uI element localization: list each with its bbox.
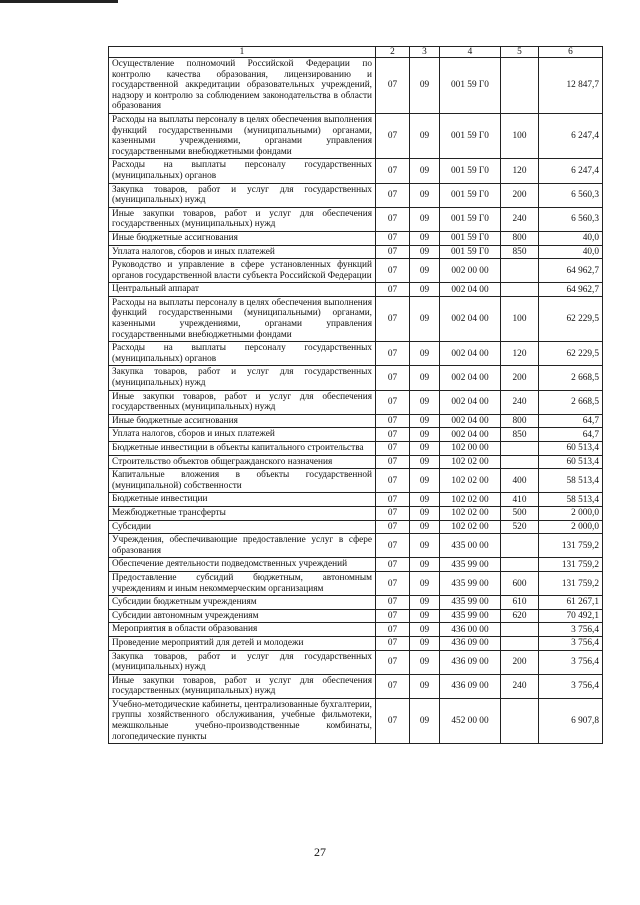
- table-row: [109, 428, 603, 442]
- row-subsection: 09: [410, 506, 440, 520]
- row-target-article: 001 59 Г0: [440, 231, 501, 245]
- row-subsection: 09: [410, 623, 440, 637]
- row-name: Мероприятия в области образования: [109, 623, 376, 637]
- row-target-article: 002 04 00: [440, 283, 501, 297]
- row-amount: 62 229,5: [539, 342, 603, 366]
- header-col-2: 2: [376, 47, 410, 58]
- row-section: 07: [376, 442, 410, 456]
- row-target-article: 002 04 00: [440, 428, 501, 442]
- row-name: Расходы на выплаты персоналу в целях обеспечения выполнения функций государственными (муниципальными) органами, казенными учреждениями, органами управления государственными внебюджетными фондами: [109, 296, 376, 341]
- row-subsection: 09: [410, 113, 440, 158]
- row-target-article: 002 04 00: [440, 342, 501, 366]
- row-name: Расходы на выплаты персоналу в целях обеспечения выполнения функций государственными (муниципальными) органами, казенными учреждениями, органами управления государственными внебюджетными фондами: [109, 113, 376, 158]
- row-subsection: 09: [410, 493, 440, 507]
- row-name: Закупка товаров, работ и услуг для государственных (муниципальных) нужд: [109, 650, 376, 674]
- table-row: [109, 390, 603, 414]
- row-target-article: 001 59 Г0: [440, 113, 501, 158]
- row-amount: 2 668,5: [539, 390, 603, 414]
- header-col-3: 3: [410, 47, 440, 58]
- row-section: 07: [376, 636, 410, 650]
- row-expense-type: 120: [501, 159, 539, 183]
- table-row: [109, 414, 603, 428]
- row-expense-type: 610: [501, 596, 539, 610]
- row-section: 07: [376, 113, 410, 158]
- row-subsection: 09: [410, 571, 440, 595]
- row-subsection: 09: [410, 366, 440, 390]
- table-row: [109, 520, 603, 534]
- row-target-article: 435 99 00: [440, 571, 501, 595]
- row-expense-type: 410: [501, 493, 539, 507]
- budget-table: [108, 46, 603, 744]
- row-expense-type: 200: [501, 650, 539, 674]
- table-row: [109, 259, 603, 283]
- row-target-article: 001 59 Г0: [440, 207, 501, 231]
- row-expense-type: 850: [501, 245, 539, 259]
- row-section: 07: [376, 571, 410, 595]
- row-subsection: 09: [410, 650, 440, 674]
- row-amount: 64 962,7: [539, 283, 603, 297]
- table-row: [109, 296, 603, 341]
- row-expense-type: 240: [501, 207, 539, 231]
- row-subsection: 09: [410, 558, 440, 572]
- row-expense-type: 620: [501, 609, 539, 623]
- row-target-article: 102 02 00: [440, 493, 501, 507]
- row-amount: 62 229,5: [539, 296, 603, 341]
- top-rule: [0, 0, 118, 3]
- row-name: Иные закупки товаров, работ и услуг для обеспечения государственных (муниципальных) нужд: [109, 207, 376, 231]
- row-subsection: 09: [410, 698, 440, 743]
- table-row: [109, 113, 603, 158]
- row-expense-type: 600: [501, 571, 539, 595]
- row-section: 07: [376, 366, 410, 390]
- row-expense-type: [501, 259, 539, 283]
- row-target-article: 435 00 00: [440, 534, 501, 558]
- table-row: [109, 636, 603, 650]
- row-amount: 3 756,4: [539, 623, 603, 637]
- row-name: Руководство и управление в сфере установленных функций органов государственной власти субъекта Российской Федерации: [109, 259, 376, 283]
- row-expense-type: 100: [501, 296, 539, 341]
- row-name: Уплата налогов, сборов и иных платежей: [109, 245, 376, 259]
- row-amount: 6 907,8: [539, 698, 603, 743]
- row-target-article: 102 02 00: [440, 520, 501, 534]
- header-col-6: 6: [539, 47, 603, 58]
- row-expense-type: [501, 623, 539, 637]
- table-row: [109, 674, 603, 698]
- table-row: [109, 58, 603, 114]
- row-name: Иные бюджетные ассигнования: [109, 414, 376, 428]
- row-subsection: 09: [410, 231, 440, 245]
- row-section: 07: [376, 283, 410, 297]
- row-section: 07: [376, 245, 410, 259]
- row-section: 07: [376, 455, 410, 469]
- row-section: 07: [376, 183, 410, 207]
- header-row: [109, 47, 603, 58]
- row-amount: 64,7: [539, 428, 603, 442]
- header-col-1: 1: [109, 47, 376, 58]
- row-expense-type: [501, 534, 539, 558]
- row-target-article: 452 00 00: [440, 698, 501, 743]
- table-row: [109, 366, 603, 390]
- row-section: 07: [376, 414, 410, 428]
- row-name: Субсидии автономным учреждениям: [109, 609, 376, 623]
- header-col-5: 5: [501, 47, 539, 58]
- row-subsection: 09: [410, 674, 440, 698]
- row-section: 07: [376, 698, 410, 743]
- table-row: [109, 469, 603, 493]
- table-row: [109, 493, 603, 507]
- row-amount: 131 759,2: [539, 571, 603, 595]
- row-name: Строительство объектов общегражданского назначения: [109, 455, 376, 469]
- row-name: Субсидии: [109, 520, 376, 534]
- row-target-article: 435 99 00: [440, 596, 501, 610]
- row-expense-type: [501, 58, 539, 114]
- row-target-article: 001 59 Г0: [440, 159, 501, 183]
- page-number: 27: [314, 845, 326, 859]
- row-name: Учебно-методические кабинеты, централизованные бухгалтерии, группы хозяйственного обслуживания, учебные фильмотеки, межшкольные учебно-производственные комбинаты, логопедические пункты: [109, 698, 376, 743]
- row-name: Межбюджетные трансферты: [109, 506, 376, 520]
- row-amount: 12 847,7: [539, 58, 603, 114]
- row-subsection: 09: [410, 183, 440, 207]
- row-section: 07: [376, 650, 410, 674]
- row-name: Уплата налогов, сборов и иных платежей: [109, 428, 376, 442]
- table-row: [109, 506, 603, 520]
- row-section: 07: [376, 520, 410, 534]
- table-row: [109, 342, 603, 366]
- row-section: 07: [376, 259, 410, 283]
- row-name: Предоставление субсидий бюджетным, автономным учреждениям и иным некоммерческим организациям: [109, 571, 376, 595]
- row-amount: 3 756,4: [539, 650, 603, 674]
- row-section: 07: [376, 296, 410, 341]
- table-row: [109, 283, 603, 297]
- row-expense-type: 240: [501, 390, 539, 414]
- row-subsection: 09: [410, 534, 440, 558]
- row-subsection: 09: [410, 609, 440, 623]
- row-amount: 64,7: [539, 414, 603, 428]
- table-row: [109, 571, 603, 595]
- row-expense-type: 240: [501, 674, 539, 698]
- row-expense-type: 850: [501, 428, 539, 442]
- row-amount: 60 513,4: [539, 455, 603, 469]
- row-amount: 3 756,4: [539, 636, 603, 650]
- row-subsection: 09: [410, 283, 440, 297]
- row-name: Учреждения, обеспечивающие предоставление услуг в сфере образования: [109, 534, 376, 558]
- row-subsection: 09: [410, 390, 440, 414]
- table-row: [109, 698, 603, 743]
- row-name: Расходы на выплаты персоналу государственных (муниципальных) органов: [109, 159, 376, 183]
- row-amount: 40,0: [539, 245, 603, 259]
- row-expense-type: [501, 558, 539, 572]
- row-amount: 3 756,4: [539, 674, 603, 698]
- row-subsection: 09: [410, 469, 440, 493]
- row-target-article: 436 09 00: [440, 650, 501, 674]
- row-subsection: 09: [410, 596, 440, 610]
- row-amount: 131 759,2: [539, 534, 603, 558]
- table-row: [109, 558, 603, 572]
- row-name: Осуществление полномочий Российской Федерации по контролю качества образования, лицензированию и государственной аккредитации образовательных учреждений, надзору и контролю за соблюдением законодательства в области образования: [109, 58, 376, 114]
- table-row: [109, 207, 603, 231]
- row-name: Субсидии бюджетным учреждениям: [109, 596, 376, 610]
- row-name: Капитальные вложения в объекты государственной (муниципальной) собственности: [109, 469, 376, 493]
- row-amount: 40,0: [539, 231, 603, 245]
- row-section: 07: [376, 58, 410, 114]
- header-col-4: 4: [440, 47, 501, 58]
- row-amount: 2 000,0: [539, 506, 603, 520]
- table-row: [109, 231, 603, 245]
- row-expense-type: 200: [501, 183, 539, 207]
- row-target-article: 002 04 00: [440, 414, 501, 428]
- row-target-article: 436 00 00: [440, 623, 501, 637]
- row-target-article: 001 59 Г0: [440, 58, 501, 114]
- row-amount: 60 513,4: [539, 442, 603, 456]
- row-amount: 58 513,4: [539, 493, 603, 507]
- row-subsection: 09: [410, 455, 440, 469]
- row-target-article: 102 02 00: [440, 455, 501, 469]
- row-target-article: 102 02 00: [440, 506, 501, 520]
- row-subsection: 09: [410, 159, 440, 183]
- row-amount: 131 759,2: [539, 558, 603, 572]
- row-section: 07: [376, 674, 410, 698]
- row-name: Бюджетные инвестиции: [109, 493, 376, 507]
- row-subsection: 09: [410, 296, 440, 341]
- row-target-article: 002 04 00: [440, 296, 501, 341]
- row-expense-type: [501, 442, 539, 456]
- row-subsection: 09: [410, 58, 440, 114]
- row-name: Иные бюджетные ассигнования: [109, 231, 376, 245]
- row-amount: 2 668,5: [539, 366, 603, 390]
- row-amount: 61 267,1: [539, 596, 603, 610]
- row-expense-type: 520: [501, 520, 539, 534]
- row-subsection: 09: [410, 259, 440, 283]
- table-row: [109, 650, 603, 674]
- row-expense-type: 200: [501, 366, 539, 390]
- row-section: 07: [376, 558, 410, 572]
- row-expense-type: [501, 636, 539, 650]
- row-section: 07: [376, 231, 410, 245]
- table-row: [109, 534, 603, 558]
- row-expense-type: 800: [501, 231, 539, 245]
- row-name: Проведение мероприятий для детей и молодежи: [109, 636, 376, 650]
- row-section: 07: [376, 390, 410, 414]
- row-name: Иные закупки товаров, работ и услуг для обеспечения государственных (муниципальных) нужд: [109, 390, 376, 414]
- row-expense-type: 800: [501, 414, 539, 428]
- row-expense-type: 120: [501, 342, 539, 366]
- row-amount: 64 962,7: [539, 259, 603, 283]
- row-section: 07: [376, 596, 410, 610]
- row-expense-type: 400: [501, 469, 539, 493]
- row-section: 07: [376, 506, 410, 520]
- table-row: [109, 442, 603, 456]
- row-target-article: 002 00 00: [440, 259, 501, 283]
- row-target-article: 001 59 Г0: [440, 245, 501, 259]
- row-amount: 2 000,0: [539, 520, 603, 534]
- row-name: Закупка товаров, работ и услуг для государственных (муниципальных) нужд: [109, 183, 376, 207]
- row-subsection: 09: [410, 442, 440, 456]
- table-row: [109, 596, 603, 610]
- row-amount: 6 560,3: [539, 183, 603, 207]
- row-subsection: 09: [410, 245, 440, 259]
- row-expense-type: [501, 698, 539, 743]
- row-subsection: 09: [410, 342, 440, 366]
- row-subsection: 09: [410, 428, 440, 442]
- row-expense-type: [501, 283, 539, 297]
- row-section: 07: [376, 342, 410, 366]
- row-amount: 6 247,4: [539, 159, 603, 183]
- row-subsection: 09: [410, 207, 440, 231]
- row-amount: 6 247,4: [539, 113, 603, 158]
- row-section: 07: [376, 623, 410, 637]
- row-target-article: 436 09 00: [440, 636, 501, 650]
- row-expense-type: [501, 455, 539, 469]
- row-target-article: 102 00 00: [440, 442, 501, 456]
- row-target-article: 102 02 00: [440, 469, 501, 493]
- row-amount: 70 492,1: [539, 609, 603, 623]
- row-name: Расходы на выплаты персоналу государственных (муниципальных) органов: [109, 342, 376, 366]
- row-section: 07: [376, 159, 410, 183]
- row-target-article: 435 99 00: [440, 558, 501, 572]
- table-row: [109, 159, 603, 183]
- row-target-article: 002 04 00: [440, 390, 501, 414]
- row-amount: 58 513,4: [539, 469, 603, 493]
- row-section: 07: [376, 207, 410, 231]
- row-section: 07: [376, 609, 410, 623]
- row-section: 07: [376, 469, 410, 493]
- table-row: [109, 609, 603, 623]
- row-section: 07: [376, 428, 410, 442]
- row-target-article: 435 99 00: [440, 609, 501, 623]
- row-target-article: 001 59 Г0: [440, 183, 501, 207]
- table-row: [109, 183, 603, 207]
- row-name: Закупка товаров, работ и услуг для государственных (муниципальных) нужд: [109, 366, 376, 390]
- row-expense-type: 500: [501, 506, 539, 520]
- row-section: 07: [376, 493, 410, 507]
- row-name: Центральный аппарат: [109, 283, 376, 297]
- row-name: Бюджетные инвестиции в объекты капитального строительства: [109, 442, 376, 456]
- row-name: Иные закупки товаров, работ и услуг для обеспечения государственных (муниципальных) нужд: [109, 674, 376, 698]
- row-amount: 6 560,3: [539, 207, 603, 231]
- table-row: [109, 245, 603, 259]
- table-row: [109, 623, 603, 637]
- row-subsection: 09: [410, 520, 440, 534]
- row-target-article: 436 09 00: [440, 674, 501, 698]
- row-expense-type: 100: [501, 113, 539, 158]
- table-row: [109, 455, 603, 469]
- row-target-article: 002 04 00: [440, 366, 501, 390]
- row-name: Обеспечение деятельности подведомственных учреждений: [109, 558, 376, 572]
- row-subsection: 09: [410, 636, 440, 650]
- row-section: 07: [376, 534, 410, 558]
- row-subsection: 09: [410, 414, 440, 428]
